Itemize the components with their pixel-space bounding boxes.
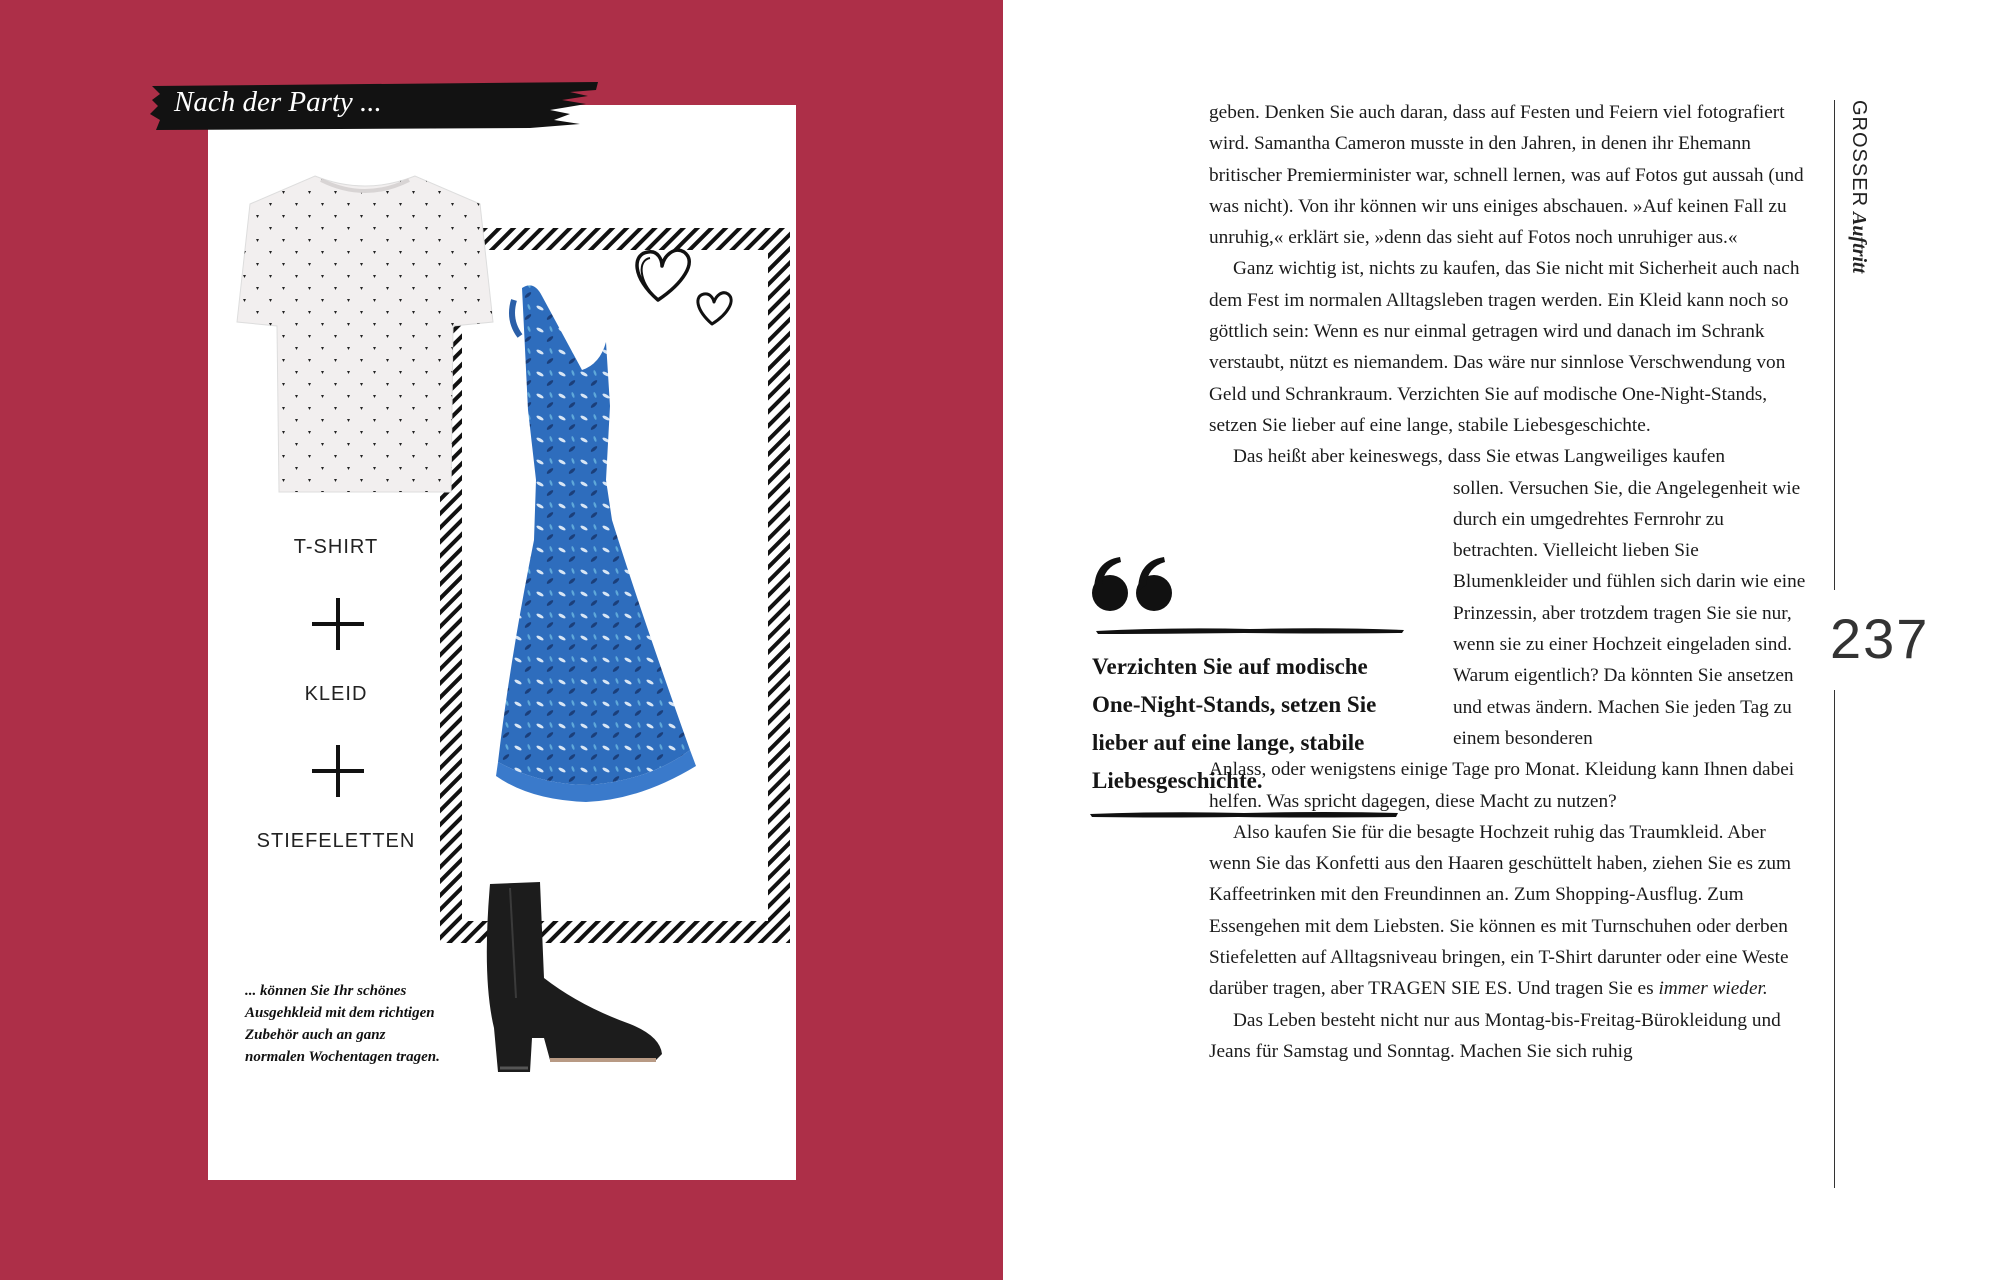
t-shirt-image xyxy=(235,172,495,497)
paragraph: Anlass, oder wenigstens einige Tage pro Monat. Kleidung kann Ihnen dabei helfen. Was spricht dagegen, diese Macht zu nutzen? xyxy=(1209,759,1795,812)
outfit-caption: ... können Sie Ihr schönes Ausgehkleid mit dem richtigen Zubehör auch an ganz normalen Wochentagen tragen. xyxy=(245,983,440,1065)
plus-icon xyxy=(312,745,364,797)
quote-rule-bottom xyxy=(1088,809,1400,819)
label-stiefeletten: STIEFELETTEN xyxy=(256,830,416,852)
paragraph: sollen. Versuchen Sie, die Angelegenheit wie durch ein umgedrehtes Fernrohr zu betrachten. Vielleicht lieben Sie Blumenkleider und fühlen sich darin wie eine Prinzessin, aber trotzdem tragen Sie sie nur, wenn sie zu einer Hochzeit eingeladen sind. Warum eigentlich? Da könnten Sie ansetzen und etwas ändern. Machen Sie jeden Tag zu einem besonderen xyxy=(1453,477,1806,749)
boot-image xyxy=(470,878,670,1078)
body-text xyxy=(1209,97,1807,1067)
plus-icon xyxy=(312,598,364,650)
paragraph: geben. Denken Sie auch daran, dass auf Festen und Feiern viel fotografiert wird. Samantha Cameron musste in den Jahren, in denen ihr Ehemann britischer Premierminister war, schnell lernen, was auf Fotos gut aussah (und was nicht). Von ihr können wir uns einiges abschauen. »Auf keinen Fall zu unruhig,« erklärt sie, »denn das sieht auf Fotos noch unruhiger aus.« xyxy=(1209,102,1804,249)
label-kleid: KLEID xyxy=(304,683,368,705)
paragraph: Das Leben besteht nicht nur aus Montag-bis-Freitag-Bürokleidung und Jeans für Samstag und Sonntag. Machen Sie sich ruhig xyxy=(1209,1009,1781,1062)
paragraph xyxy=(1209,817,1807,1005)
banner-title: Nach der Party ... xyxy=(174,86,382,118)
paragraph: Ganz wichtig ist, nichts zu kaufen, das Sie nicht mit Sicherheit auch nach dem Fest im normalen Alltagsleben tragen werden. Ein Kleid kann noch so göttlich sein: Wenn es nur einmal getragen wird und danach im Schrank verstaubt, nützt es niemandem. Das wäre nur sinnlose Verschwendung von Geld und Schrankraum. Verzichten Sie auf modische One-Night-Stands, setzen Sie lieber auf eine lange, stabile Liebesgeschichte. xyxy=(1209,258,1800,436)
section-title xyxy=(1843,100,1873,430)
section-title-word2: Auftritt xyxy=(1848,212,1870,274)
section-title-text xyxy=(1847,100,1870,273)
dress-image xyxy=(490,280,750,860)
section-title-word1: GROSSER xyxy=(1848,100,1870,208)
quote-rule-top xyxy=(1094,625,1406,635)
quote-mark-icon xyxy=(1088,555,1178,615)
section-banner xyxy=(150,80,602,132)
pull-quote: Verzichten Sie auf modische One-Night-Stands, setzen Sie lieber auf eine lange, stabile Liebesgeschichte. xyxy=(1092,654,1377,793)
paragraph: Das heißt aber keineswegs, dass Sie etwas Langweiliges kaufen xyxy=(1233,446,1726,468)
heart-icon xyxy=(628,240,748,330)
emphasis-text: immer wieder. xyxy=(1658,978,1768,1000)
paragraph-text: Also kaufen Sie für die besagte Hochzeit ruhig das Traumkleid. Aber wenn Sie das Konfetti aus den Haaren geschüttelt haben, ziehen Sie es zum Kaffeetrinken mit den Freundinnen an. Zum Shopping-Ausflug. Zum Essengehen mit dem Liebsten. Sie können es mit Turnschuhen oder derben Stiefeletten auf Alltagsniveau bringen, ein T-Shirt darunter oder eine Weste darüber tragen, aber TRAGEN SIE ES. Und tragen Sie es xyxy=(1209,821,1791,1000)
page-number: 237 xyxy=(1830,607,1930,670)
label-t-shirt: T-SHIRT xyxy=(293,536,379,558)
